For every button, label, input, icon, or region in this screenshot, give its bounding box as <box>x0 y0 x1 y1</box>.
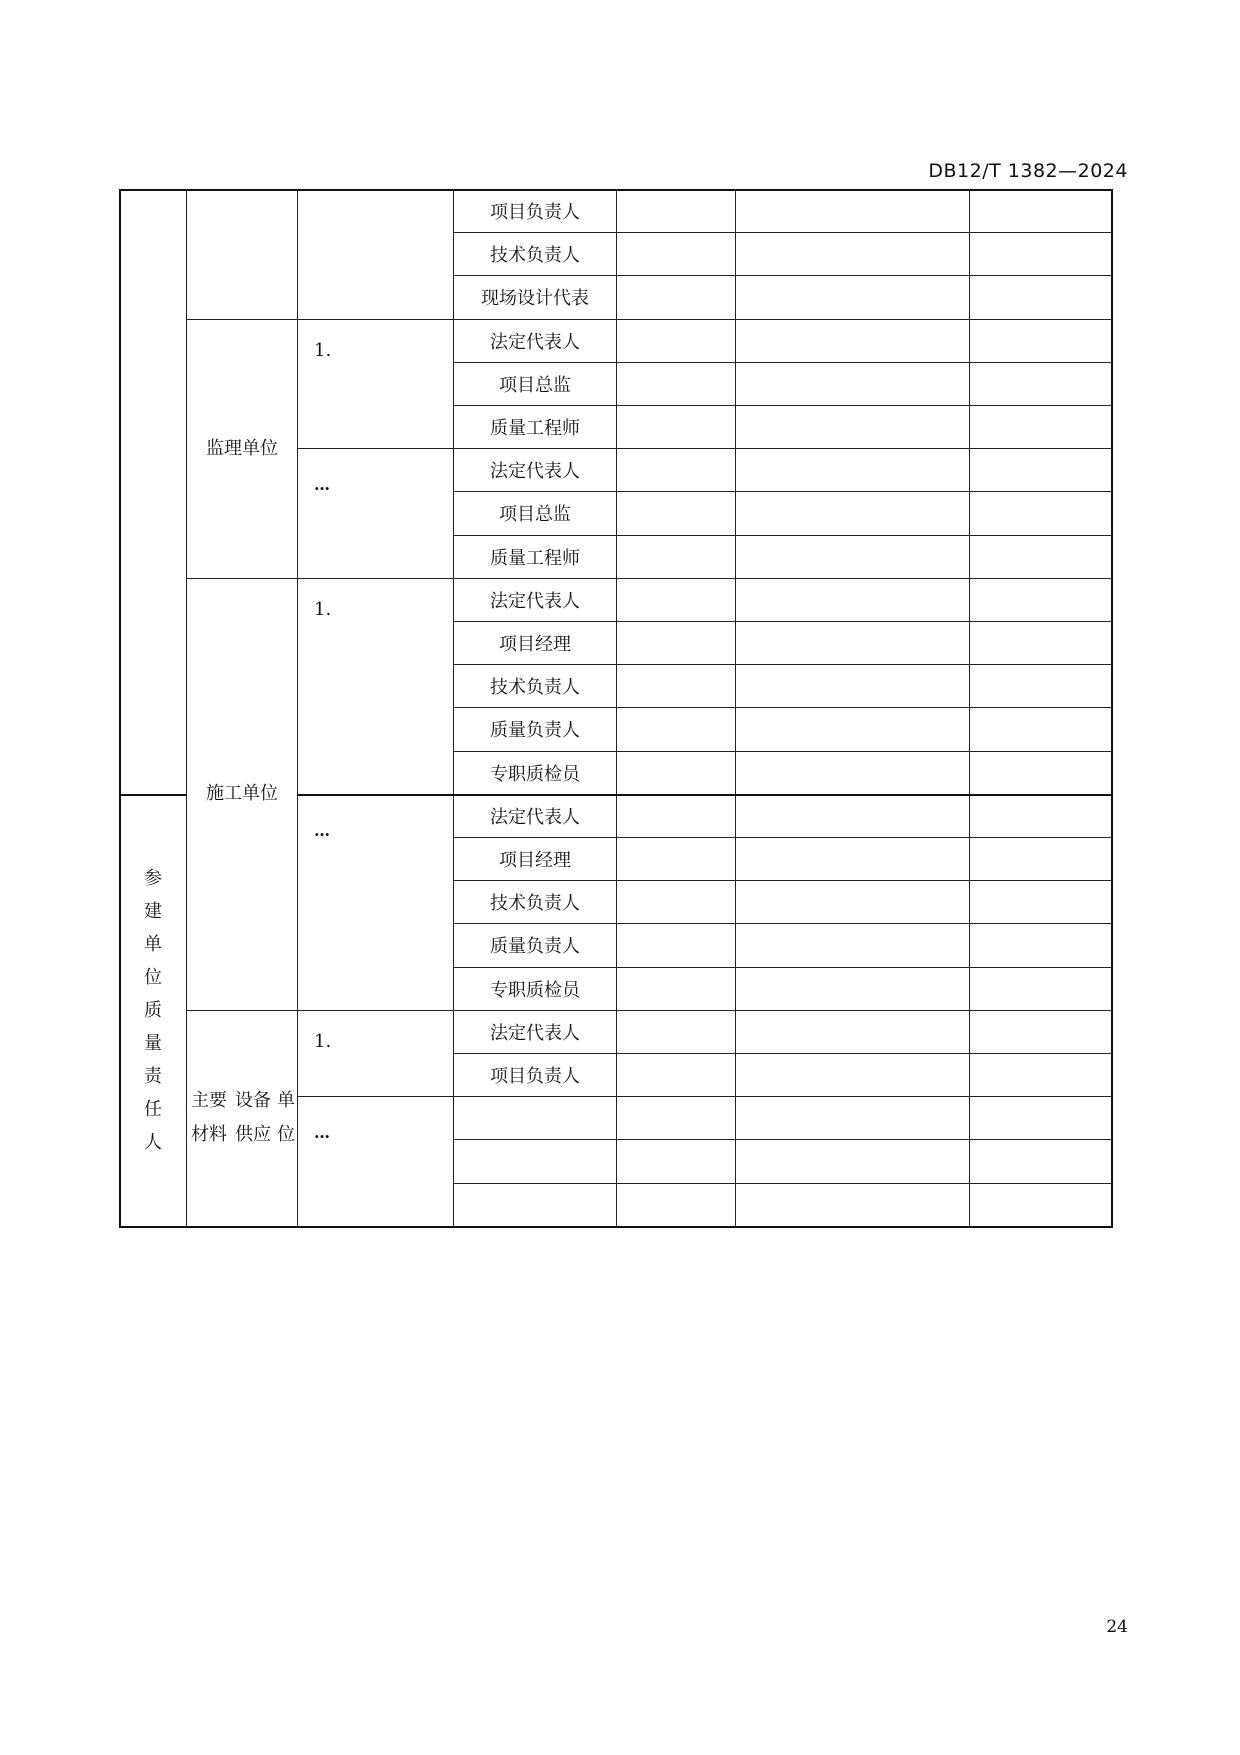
contact-cell <box>736 492 970 535</box>
remark-cell <box>970 838 1112 881</box>
role-cell <box>454 190 617 233</box>
name-cell <box>617 579 736 622</box>
role-label: 法定代表人 <box>490 461 580 483</box>
entry-label: 1. <box>314 339 332 361</box>
category-char: 建 <box>144 900 162 922</box>
remark-cell <box>970 492 1112 535</box>
role-cell <box>454 1054 617 1097</box>
supervision-unit-cell <box>187 320 298 579</box>
name-cell <box>617 1184 736 1227</box>
entry-label: 1. <box>314 1030 332 1052</box>
role-label: 法定代表人 <box>490 590 580 612</box>
supervision-unit-label: 单位 <box>242 437 278 459</box>
name-cell <box>617 233 736 276</box>
supervision-unit-label: 监理 <box>206 437 242 459</box>
contact-cell <box>736 795 970 838</box>
contact-cell <box>736 1011 970 1054</box>
name-cell <box>617 276 736 319</box>
construction-entry-cell <box>298 579 454 795</box>
entry-label: 1. <box>314 598 332 620</box>
name-cell <box>617 320 736 363</box>
construction-unit-label: 施工 <box>206 783 242 805</box>
entry-label: … <box>314 1123 331 1143</box>
role-cell <box>454 406 617 449</box>
category-cell-continued <box>120 190 187 795</box>
name-cell <box>617 1140 736 1183</box>
contact-cell <box>736 536 970 579</box>
contact-cell <box>736 665 970 708</box>
name-cell <box>617 622 736 665</box>
role-label: 项目经理 <box>499 850 571 872</box>
contact-cell <box>736 622 970 665</box>
supervision-entry-cell <box>298 449 454 579</box>
name-cell <box>617 449 736 492</box>
contact-cell <box>736 708 970 751</box>
name-cell <box>617 708 736 751</box>
role-cell <box>454 665 617 708</box>
supplier-unit-cell <box>187 1011 298 1227</box>
entry-label: … <box>314 820 331 840</box>
category-char: 参 <box>144 867 162 889</box>
name-cell <box>617 536 736 579</box>
contact-cell <box>736 190 970 233</box>
role-cell <box>454 708 617 751</box>
entry-label: … <box>314 475 331 495</box>
supplier-unit-label: 主要材料 <box>191 1090 227 1146</box>
remark-cell <box>970 536 1112 579</box>
contact-cell <box>736 968 970 1011</box>
role-cell <box>454 622 617 665</box>
remark-cell <box>970 924 1112 967</box>
category-char: 质 <box>144 999 162 1021</box>
role-cell <box>454 363 617 406</box>
role-label: 法定代表人 <box>490 806 580 828</box>
contact-cell <box>736 752 970 795</box>
role-cell <box>454 492 617 535</box>
category-char: 量 <box>144 1032 162 1054</box>
name-cell <box>617 1054 736 1097</box>
role-cell <box>454 1097 617 1140</box>
role-label: 质量负责人 <box>490 936 580 958</box>
name-cell <box>617 881 736 924</box>
contact-cell <box>736 881 970 924</box>
contact-cell <box>736 1140 970 1183</box>
category-char: 人 <box>144 1131 162 1153</box>
name-cell <box>617 838 736 881</box>
remark-cell <box>970 233 1112 276</box>
role-label: 项目负责人 <box>490 1066 580 1088</box>
contact-cell <box>736 449 970 492</box>
role-label: 项目经理 <box>499 634 571 656</box>
role-cell <box>454 1184 617 1227</box>
category-char: 单 <box>144 933 162 955</box>
supplier-entry-cell <box>298 1097 454 1227</box>
role-cell <box>454 968 617 1011</box>
remark-cell <box>970 622 1112 665</box>
role-cell <box>454 276 617 319</box>
role-label: 法定代表人 <box>490 331 580 353</box>
remark-cell <box>970 795 1112 838</box>
name-cell <box>617 665 736 708</box>
remark-cell <box>970 752 1112 795</box>
name-cell <box>617 406 736 449</box>
design-entry-cell <box>298 190 454 320</box>
page-number: 24 <box>1106 1617 1128 1637</box>
remark-cell <box>970 449 1112 492</box>
contact-cell <box>736 363 970 406</box>
role-label: 项目负责人 <box>490 202 580 224</box>
role-label: 项目总监 <box>499 504 571 526</box>
role-label: 技术负责人 <box>490 245 580 267</box>
name-cell <box>617 1011 736 1054</box>
role-label: 法定代表人 <box>490 1022 580 1044</box>
role-label: 质量负责人 <box>490 720 580 742</box>
supervision-entry-cell <box>298 320 454 450</box>
remark-cell <box>970 1011 1112 1054</box>
section-divider <box>120 794 187 796</box>
supplier-unit-label: 设备供应 <box>235 1090 271 1146</box>
name-cell <box>617 190 736 233</box>
name-cell <box>617 924 736 967</box>
remark-cell <box>970 320 1112 363</box>
remark-cell <box>970 190 1112 233</box>
role-cell <box>454 881 617 924</box>
role-label: 质量工程师 <box>490 418 580 440</box>
role-cell <box>454 752 617 795</box>
remark-cell <box>970 968 1112 1011</box>
remark-cell <box>970 1097 1112 1140</box>
role-label: 质量工程师 <box>490 547 580 569</box>
remark-cell <box>970 1140 1112 1183</box>
construction-entry-cell <box>298 795 454 1011</box>
construction-unit-label: 单位 <box>242 783 278 805</box>
supplier-entry-cell <box>298 1011 454 1097</box>
role-cell <box>454 320 617 363</box>
contact-cell <box>736 406 970 449</box>
role-cell <box>454 579 617 622</box>
contact-cell <box>736 838 970 881</box>
contact-cell <box>736 1097 970 1140</box>
construction-unit-cell <box>187 579 298 1011</box>
name-cell <box>617 492 736 535</box>
role-cell <box>454 838 617 881</box>
contact-cell <box>736 233 970 276</box>
name-cell <box>617 363 736 406</box>
remark-cell <box>970 665 1112 708</box>
contact-cell <box>736 579 970 622</box>
role-label: 专职质检员 <box>490 979 580 1001</box>
design-unit-cell <box>187 190 298 320</box>
role-cell <box>454 924 617 967</box>
category-char: 位 <box>144 966 162 988</box>
name-cell <box>617 795 736 838</box>
role-cell <box>454 1011 617 1054</box>
role-label: 专职质检员 <box>490 763 580 785</box>
role-label: 技术负责人 <box>490 893 580 915</box>
name-cell <box>617 1097 736 1140</box>
name-cell <box>617 752 736 795</box>
supplier-unit-label: 单位 <box>277 1090 295 1146</box>
role-label: 现场设计代表 <box>481 288 589 310</box>
contact-cell <box>736 320 970 363</box>
remark-cell <box>970 881 1112 924</box>
role-cell <box>454 449 617 492</box>
remark-cell <box>970 276 1112 319</box>
role-cell <box>454 795 617 838</box>
category-cell <box>120 795 187 1227</box>
remark-cell <box>970 708 1112 751</box>
role-label: 技术负责人 <box>490 677 580 699</box>
remark-cell <box>970 406 1112 449</box>
role-cell <box>454 536 617 579</box>
section-divider <box>298 794 1112 796</box>
category-char: 任 <box>144 1098 162 1120</box>
remark-cell <box>970 1054 1112 1097</box>
contact-cell <box>736 276 970 319</box>
remark-cell <box>970 579 1112 622</box>
role-cell <box>454 1140 617 1183</box>
category-char: 责 <box>144 1065 162 1087</box>
role-label: 项目总监 <box>499 374 571 396</box>
contact-cell <box>736 1184 970 1227</box>
contact-cell <box>736 924 970 967</box>
document-code: DB12/T 1382—2024 <box>928 160 1128 182</box>
role-cell <box>454 233 617 276</box>
contact-cell <box>736 1054 970 1097</box>
remark-cell <box>970 1184 1112 1227</box>
remark-cell <box>970 363 1112 406</box>
name-cell <box>617 968 736 1011</box>
